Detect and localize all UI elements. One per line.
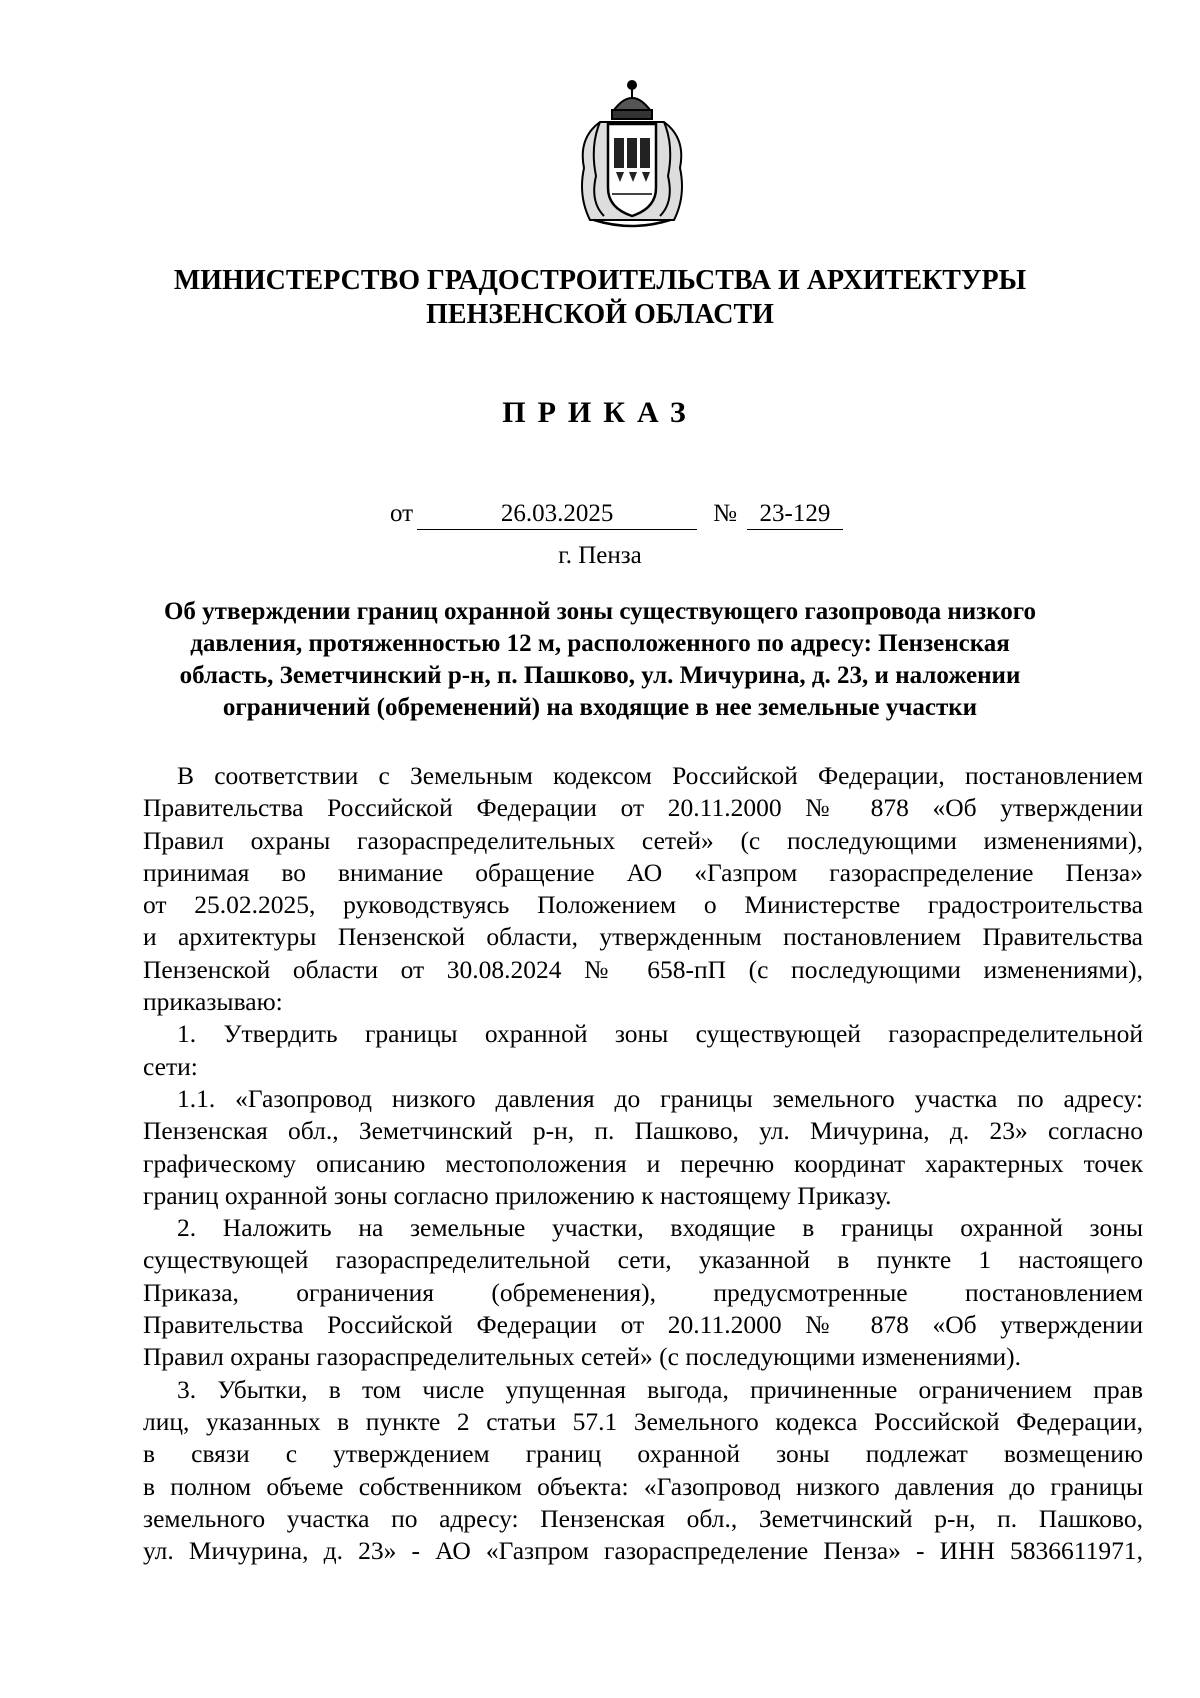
body-line: от 25.02.2025, руководствуясь Положением о Министерстве градостроительства xyxy=(143,890,1143,920)
body-line: В соответствии с Земельным кодексом Российской Федерации, постановлением xyxy=(177,761,1143,790)
document-date: 26.03.2025 xyxy=(417,499,697,530)
body-line: 1. Утвердить границы охранной зоны существующей газораспределительной xyxy=(177,1019,1143,1049)
body-line: и архитектуры Пензенской области, утвержденным постановлением Правительства xyxy=(143,922,1143,952)
body-line: лиц, указанных в пункте 2 статьи 57.1 Земельного кодекса Российской Федерации, xyxy=(143,1406,1143,1436)
body-line: в полном объеме собственником объекта: «Газопровод низкого давления до границы xyxy=(143,1471,1143,1501)
subject-line: Об утверждении границ охранной зоны существующего газопровода низкого xyxy=(163,598,1037,625)
date-label: от xyxy=(390,500,414,527)
body-line: 1.1. «Газопровод низкого давления до границы земельного участка по адресу: xyxy=(177,1083,1143,1113)
body-line: 2. Наложить на земельные участки, входящие в границы охранной зоны xyxy=(177,1213,1143,1243)
document-city: г. Пенза xyxy=(558,542,642,569)
body-line: сети: xyxy=(143,1051,198,1081)
coat-of-arms-icon xyxy=(570,76,694,236)
body-line: графическому описанию местоположения и перечню координат характерных точек xyxy=(143,1148,1143,1178)
body-line: Правительства Российской Федерации от 20.11.2000 № 878 «Об утверждении xyxy=(143,793,1143,823)
body-line: границ охранной зоны согласно приложению к настоящему Приказу. xyxy=(143,1180,892,1210)
body-line: ул. Мичурина, д. 23» - АО «Газпром газораспределение Пенза» - ИНН 5836611971, xyxy=(143,1536,1143,1566)
subject-line: ограничений (обременений) на входящие в нее земельные участки xyxy=(222,694,978,721)
document-type-title: ПРИКАЗ xyxy=(502,396,698,429)
body-line: Пензенской области от 30.08.2024 № 658-пП (с последующими изменениями), xyxy=(143,954,1143,984)
body-line: Пензенская обл., Земетчинский р-н, п. Пашково, ул. Мичурина, д. 23» согласно xyxy=(143,1116,1143,1146)
document-details xyxy=(390,498,843,530)
body-line: земельного участка по адресу: Пензенская обл., Земетчинский р-н, п. Пашково, xyxy=(143,1503,1143,1533)
ministry-line-1: МИНИСТЕРСТВО ГРАДОСТРОИТЕЛЬСТВА И АРХИТЕКТУРЫ xyxy=(173,265,1027,296)
subject-line: область, Земетчинский р-н, п. Пашково, ул. Мичурина, д. 23, и наложении xyxy=(179,662,1021,689)
body-line: в связи с утверждением границ охранной зоны подлежат возмещению xyxy=(143,1439,1143,1469)
body-line: принимая во внимание обращение АО «Газпром газораспределение Пенза» xyxy=(143,857,1143,887)
ministry-name xyxy=(100,264,1100,332)
body-line: существующей газораспределительной сети, указанной в пункте 1 настоящего xyxy=(143,1245,1143,1275)
document-number: 23-129 xyxy=(747,499,843,530)
ministry-line-2: ПЕНЗЕНСКОЙ ОБЛАСТИ xyxy=(426,299,774,330)
number-label: № xyxy=(713,500,737,527)
body-line: Правил охраны газораспределительных сетей» (с последующими изменениями), xyxy=(143,825,1143,855)
body-line: Приказа, ограничения (обременения), предусмотренные постановлением xyxy=(143,1277,1143,1307)
body-line: приказываю: xyxy=(143,987,283,1017)
document-subject xyxy=(110,596,1090,724)
body-line: Правил охраны газораспределительных сетей» (с последующими изменениями). xyxy=(143,1342,1022,1372)
body-line: 3. Убытки, в том числе упущенная выгода, причиненные ограничением прав xyxy=(177,1374,1143,1404)
subject-line: давления, протяженностью 12 м, расположенного по адресу: Пензенская xyxy=(190,630,1010,657)
document-body xyxy=(143,760,1143,1567)
body-line: Правительства Российской Федерации от 20.11.2000 № 878 «Об утверждении xyxy=(143,1310,1143,1340)
